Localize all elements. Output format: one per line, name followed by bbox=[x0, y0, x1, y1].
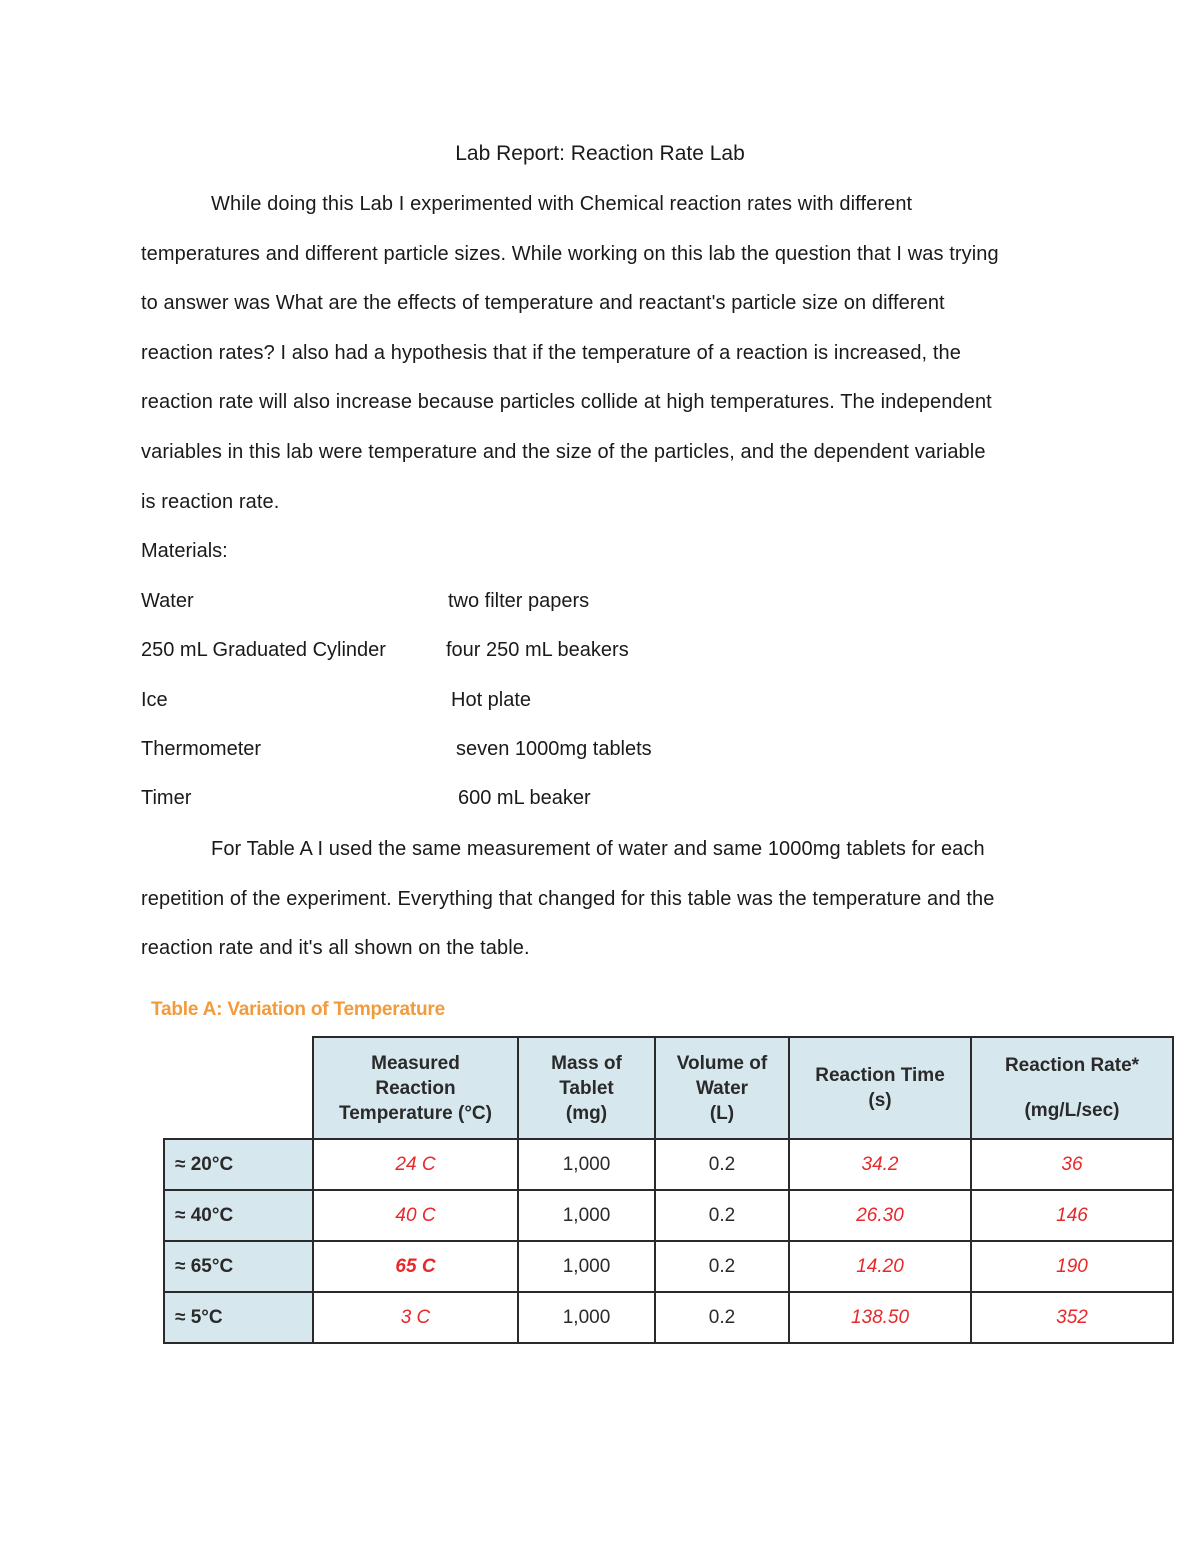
volume-cell: 0.2 bbox=[655, 1241, 789, 1292]
header-line: Mass of bbox=[551, 1052, 622, 1074]
paragraph-line: reaction rate and it's all shown on the table. bbox=[141, 937, 530, 960]
table-row bbox=[164, 1190, 1173, 1241]
paragraph-line: reaction rates? I also had a hypothesis that if the temperature of a reaction is increased, the bbox=[141, 341, 961, 364]
paragraph-line: to answer was What are the effects of temperature and reactant's particle size on different bbox=[141, 292, 945, 315]
header-volume bbox=[655, 1037, 789, 1139]
reaction-rate-cell: 190 bbox=[971, 1241, 1173, 1292]
reaction-rate-cell: 36 bbox=[971, 1139, 1173, 1190]
material-item: 600 mL beaker bbox=[458, 787, 591, 809]
header-line: (mg/L/sec) bbox=[1024, 1100, 1120, 1121]
row-label: ≈ 20°C bbox=[164, 1139, 313, 1190]
mass-cell: 1,000 bbox=[518, 1241, 655, 1292]
header-reaction-time bbox=[789, 1037, 971, 1139]
reaction-rate-cell: 352 bbox=[971, 1292, 1173, 1343]
material-item: four 250 mL beakers bbox=[446, 639, 629, 661]
reaction-time-cell: 138.50 bbox=[789, 1292, 971, 1343]
measured-temp-cell: 65 C bbox=[313, 1241, 518, 1292]
intro-paragraph bbox=[141, 180, 1061, 527]
header-line: Temperature (°C) bbox=[339, 1102, 492, 1124]
materials-row bbox=[141, 686, 532, 714]
paragraph-line: variables in this lab were temperature and the size of the particles, and the dependent variable bbox=[141, 440, 986, 463]
header-reaction-rate bbox=[971, 1037, 1173, 1139]
blank-header-cell bbox=[164, 1037, 313, 1139]
mass-cell: 1,000 bbox=[518, 1292, 655, 1343]
header-line: Reaction Time bbox=[815, 1065, 945, 1086]
reaction-time-cell: 26.30 bbox=[789, 1190, 971, 1241]
measured-temp-cell: 3 C bbox=[313, 1292, 518, 1343]
material-item: Thermometer bbox=[141, 738, 262, 760]
row-label: ≈ 5°C bbox=[164, 1292, 313, 1343]
table-row bbox=[164, 1292, 1173, 1343]
mass-cell: 1,000 bbox=[518, 1139, 655, 1190]
table-row bbox=[164, 1139, 1173, 1190]
header-mass bbox=[518, 1037, 655, 1139]
material-item: two filter papers bbox=[448, 590, 590, 612]
row-label: ≈ 65°C bbox=[164, 1241, 313, 1292]
row-label: ≈ 40°C bbox=[164, 1190, 313, 1241]
header-line: Reaction Rate* bbox=[1004, 1055, 1140, 1076]
paragraph-line: While doing this Lab I experimented with Chemical reaction rates with different bbox=[211, 193, 913, 215]
table-caption: Table A: Variation of Temperature bbox=[151, 999, 445, 1020]
material-item: Ice bbox=[141, 689, 168, 711]
volume-cell: 0.2 bbox=[655, 1190, 789, 1241]
paragraph-line: is reaction rate. bbox=[141, 490, 280, 513]
volume-cell: 0.2 bbox=[655, 1139, 789, 1190]
paragraph-line: For Table A I used the same measurement of water and same 1000mg tablets for each bbox=[211, 838, 985, 860]
table-header-row bbox=[164, 1037, 1173, 1139]
material-item: Timer bbox=[141, 787, 192, 809]
header-line: Reaction bbox=[375, 1077, 456, 1099]
header-line: Tablet bbox=[559, 1077, 614, 1099]
material-item: Water bbox=[141, 590, 194, 612]
header-line: (mg) bbox=[565, 1102, 608, 1124]
table-row bbox=[164, 1241, 1173, 1292]
paragraph-line: reaction rate will also increase because particles collide at high temperatures. The independent bbox=[141, 391, 992, 414]
materials-row bbox=[141, 587, 590, 615]
material-item: 250 mL Graduated Cylinder bbox=[141, 639, 386, 661]
materials-row bbox=[141, 735, 652, 763]
reaction-time-cell: 34.2 bbox=[789, 1139, 971, 1190]
materials-row bbox=[141, 636, 629, 664]
header-line: (s) bbox=[868, 1090, 892, 1111]
material-item: seven 1000mg tablets bbox=[456, 738, 652, 760]
header-line: (L) bbox=[709, 1102, 735, 1124]
measured-temp-cell: 24 C bbox=[313, 1139, 518, 1190]
header-temperature bbox=[313, 1037, 518, 1139]
header-line: Water bbox=[695, 1077, 749, 1099]
measured-temp-cell: 40 C bbox=[313, 1190, 518, 1241]
reaction-time-cell: 14.20 bbox=[789, 1241, 971, 1292]
paragraph-line: temperatures and different particle sizes. While working on this lab the question that I was trying bbox=[141, 242, 999, 265]
materials-heading: Materials: bbox=[141, 540, 228, 562]
paragraph-line: repetition of the experiment. Everything that changed for this table was the temperature and the bbox=[141, 887, 995, 910]
table-intro-paragraph bbox=[141, 825, 1061, 974]
mass-cell: 1,000 bbox=[518, 1190, 655, 1241]
document-title: Lab Report: Reaction Rate Lab bbox=[455, 142, 745, 165]
reaction-rate-cell: 146 bbox=[971, 1190, 1173, 1241]
volume-cell: 0.2 bbox=[655, 1292, 789, 1343]
material-item: Hot plate bbox=[451, 689, 532, 711]
materials-row bbox=[141, 784, 591, 812]
header-line: Volume of bbox=[676, 1052, 768, 1074]
temperature-table bbox=[163, 1036, 1174, 1344]
header-line: Measured bbox=[371, 1052, 460, 1074]
